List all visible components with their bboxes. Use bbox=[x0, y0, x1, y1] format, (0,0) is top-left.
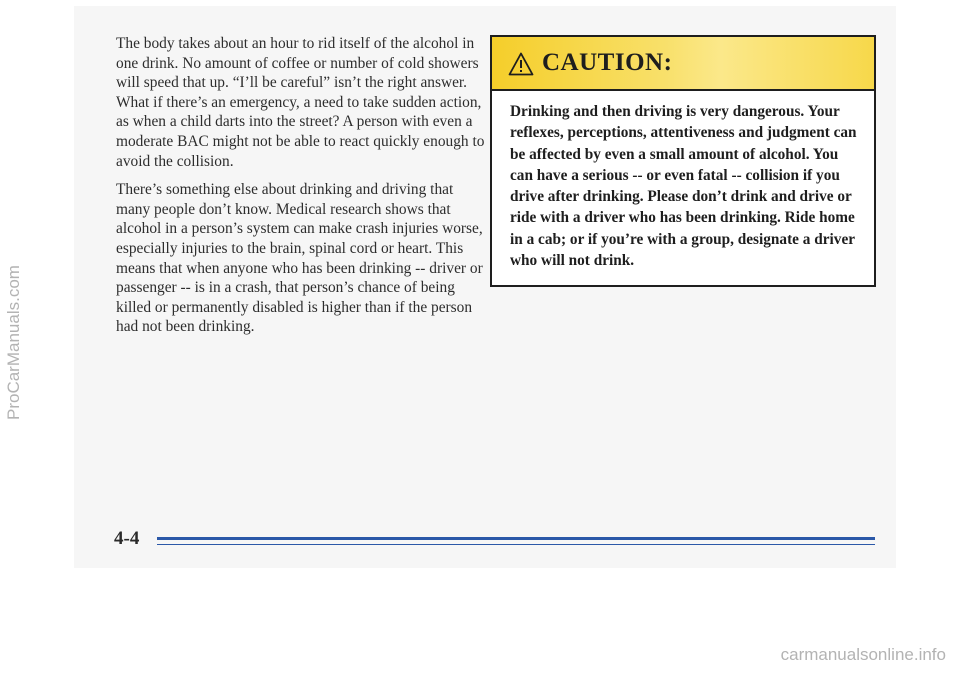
watermark-procarmanuals: ProCarManuals.com bbox=[4, 265, 23, 420]
paragraph-alcohol-elimination: The body takes about an hour to rid itself of the alcohol in one drink. No amount of coffee or number of cold showers will speed that up. “I’ll be careful” isn’t the right answer. What if there’s an emergency, a need to take sudden action, as when a child darts into the street? A person with even a moderate BAC might not be able to react quickly enough to avoid the collision. bbox=[116, 35, 485, 170]
footer-rule-thin bbox=[157, 544, 875, 545]
caution-box bbox=[490, 35, 876, 287]
footer-rule-thick bbox=[157, 537, 875, 540]
paragraph-crash-injuries: There’s something else about drinking and driving that many people don’t know. Medical research shows that alcohol in a person’s system can make crash injuries worse, especially injuries to the brain, spinal cord or heart. This means that when anyone who has been drinking -- driver or passenger -- is in a crash, that person’s chance of being killed or permanently disabled is higher than if the person had not been drinking. bbox=[116, 181, 483, 336]
page-number: 4-4 bbox=[114, 528, 140, 549]
body-text-column bbox=[116, 34, 486, 346]
watermark-carmanualsonline: carmanualsonline.info bbox=[780, 645, 946, 664]
caution-title: CAUTION: bbox=[542, 49, 673, 76]
caution-text: Drinking and then driving is very dangerous. Your reflexes, perceptions, attentiveness and judgment can be affected by even a small amount of alcohol. You can have a serious -- or even fatal -- collision if you drive after drinking. Please don’t drink and drive or ride with a driver who has been drinking. Ride home in a cab; or if you’re with a group, designate a driver who will not drink. bbox=[510, 103, 857, 270]
caution-header bbox=[492, 37, 874, 91]
warning-triangle-icon bbox=[508, 52, 534, 76]
